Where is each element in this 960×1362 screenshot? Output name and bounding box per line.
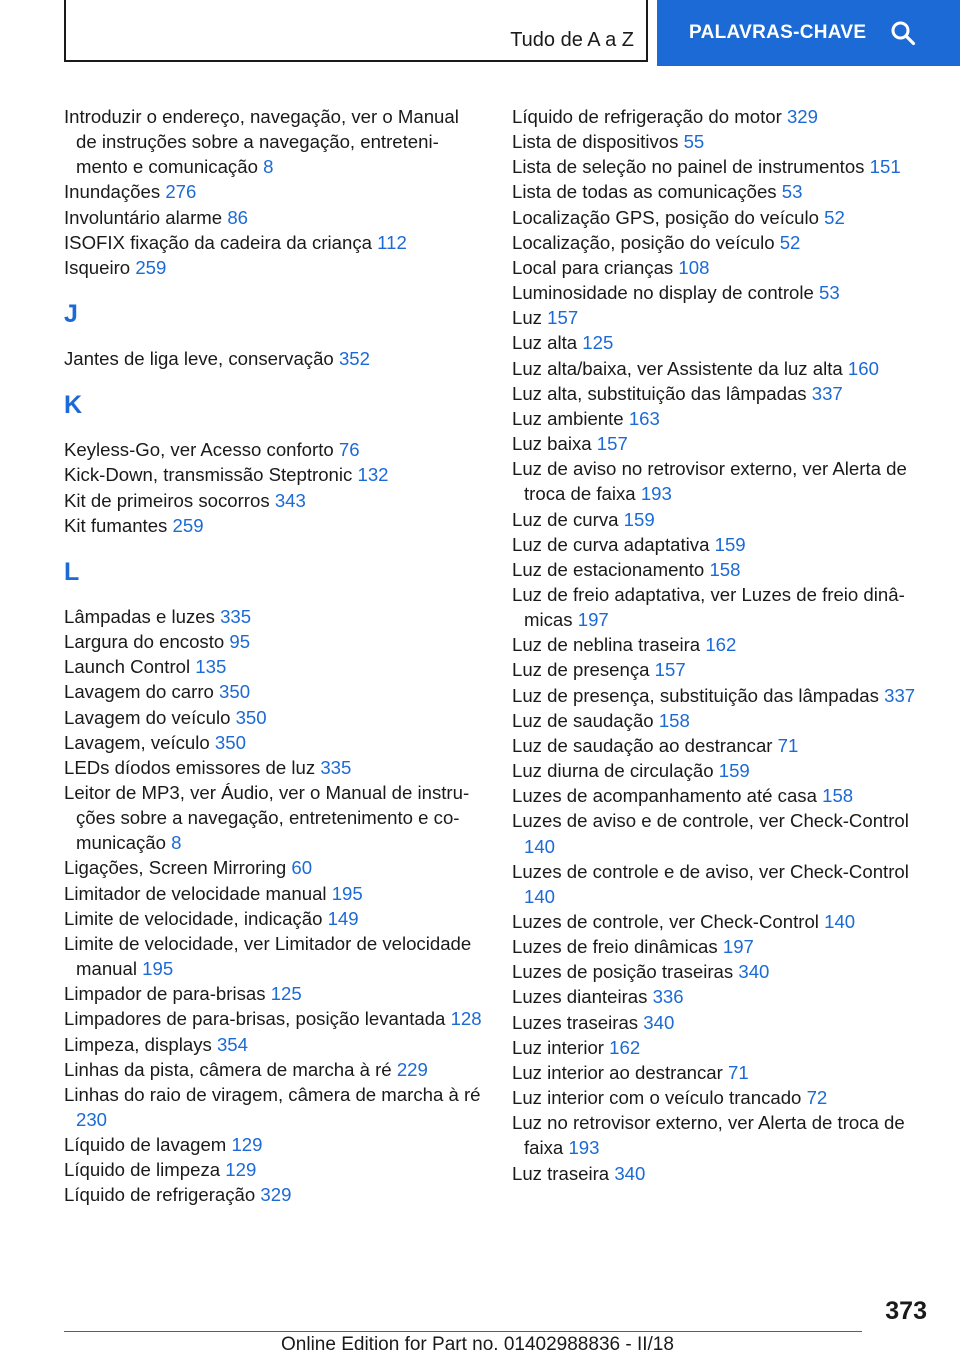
page-reference-link[interactable]: 129 bbox=[231, 1134, 263, 1156]
index-entry-text: Líquido de limpeza bbox=[64, 1159, 221, 1181]
index-entry-text: Lista de todas as comunicações bbox=[512, 181, 777, 203]
page-reference-link[interactable]: 8 bbox=[263, 156, 274, 178]
index-entry-text: Limpador de para-brisas bbox=[64, 983, 266, 1005]
index-entry bbox=[64, 437, 484, 462]
index-entry-text: Limitador de velocidade manual bbox=[64, 882, 327, 904]
index-entry-text: Luz traseira bbox=[512, 1162, 610, 1184]
index-entry bbox=[64, 604, 484, 629]
index-entry-text: Luz alta, substituição das lâmpadas bbox=[512, 382, 807, 404]
index-entry bbox=[64, 104, 484, 179]
index-entry-text: Introduzir o endereço, navegação, ver o Manual de instruções sobre a navegação, entretenimento e comunicação bbox=[64, 106, 459, 178]
page-reference-link[interactable]: 276 bbox=[165, 181, 197, 203]
page-reference-link[interactable]: 135 bbox=[195, 656, 227, 678]
index-entry bbox=[512, 1085, 932, 1110]
page-reference-link[interactable]: 72 bbox=[806, 1087, 828, 1109]
page-reference-link[interactable]: 157 bbox=[547, 307, 579, 329]
page-reference-link[interactable]: 340 bbox=[614, 1162, 646, 1184]
index-entry-text: Luzes de posição traseiras bbox=[512, 961, 734, 983]
index-entry bbox=[64, 629, 484, 654]
index-entry-text: Linhas do raio de viragem, câmera de marcha à ré bbox=[64, 1083, 481, 1105]
index-entry bbox=[512, 909, 932, 934]
index-entry-text: Luz de saudação bbox=[512, 709, 654, 731]
index-entry-text: Líquido de refrigeração do motor bbox=[512, 106, 782, 127]
index-entry-text: Luz de presença bbox=[512, 659, 650, 681]
page-reference-link[interactable]: 108 bbox=[678, 256, 710, 278]
index-entry bbox=[512, 733, 932, 758]
index-entry-text: Lista de seleção no painel de instrumentos bbox=[512, 156, 865, 178]
page-reference-link[interactable]: 140 bbox=[524, 885, 556, 907]
page-reference-link[interactable]: 352 bbox=[338, 348, 370, 370]
index-entry bbox=[512, 230, 932, 255]
page-reference-link[interactable]: 229 bbox=[396, 1058, 428, 1080]
index-entry-text: Luzes de controle e de aviso, ver Check-Control bbox=[512, 860, 909, 882]
index-entry bbox=[512, 657, 932, 682]
index-entry bbox=[512, 683, 932, 708]
index-entry-text: Keyless-Go, ver Acesso conforto bbox=[64, 439, 334, 461]
index-entry bbox=[64, 654, 484, 679]
index-entry bbox=[512, 758, 932, 783]
index-column-right bbox=[512, 104, 932, 1186]
index-entry bbox=[64, 931, 484, 981]
index-entry bbox=[64, 981, 484, 1006]
page-reference-link[interactable]: 76 bbox=[338, 439, 360, 461]
page-reference-link[interactable]: 163 bbox=[628, 407, 660, 429]
index-entry-text: Launch Control bbox=[64, 656, 191, 678]
footer-edition-text: Online Edition for Part no. 01402988836 - II/18 bbox=[281, 1334, 674, 1355]
index-entry bbox=[64, 1182, 484, 1207]
index-entry-text: Limpeza, displays bbox=[64, 1033, 212, 1055]
index-entry-text: Luminosidade no display de controle bbox=[512, 282, 814, 304]
index-entry-text: Luz bbox=[512, 307, 542, 329]
page-reference-link[interactable]: 335 bbox=[220, 605, 252, 627]
index-entry-text: Kick-Down, transmissão Steptronic bbox=[64, 464, 353, 486]
index-column-left bbox=[64, 104, 484, 1208]
index-entry bbox=[64, 1006, 484, 1031]
index-entry bbox=[64, 881, 484, 906]
index-entry-text: Líquido de refrigeração bbox=[64, 1184, 256, 1206]
index-entry bbox=[64, 1032, 484, 1057]
index-entry-text: Luz interior com o veículo trancado bbox=[512, 1087, 802, 1109]
index-entry-text: Limite de velocidade, indicação bbox=[64, 907, 323, 929]
index-entry-text: Luz de curva adaptativa bbox=[512, 533, 710, 555]
index-entry bbox=[64, 755, 484, 780]
index-entry bbox=[64, 1132, 484, 1157]
index-entry bbox=[512, 984, 932, 1009]
page-reference-link[interactable]: 329 bbox=[260, 1184, 292, 1206]
keyword-search-button[interactable] bbox=[657, 0, 960, 66]
index-entry bbox=[512, 1161, 932, 1186]
index-entry-text: Luz no retrovisor externo, ver Alerta de troca de faixa bbox=[512, 1112, 905, 1159]
index-entry-text: Ligações, Screen Mirroring bbox=[64, 857, 287, 879]
index-entry bbox=[512, 959, 932, 984]
index-entry bbox=[512, 305, 932, 330]
index-entry-text: Luz de presença, substituição das lâmpadas bbox=[512, 684, 879, 706]
page-reference-link[interactable]: 195 bbox=[331, 882, 363, 904]
index-entry bbox=[512, 808, 932, 858]
index-entry-text: Luz de saudação ao destrancar bbox=[512, 734, 773, 756]
index-entry bbox=[512, 783, 932, 808]
page-reference-link[interactable]: 8 bbox=[171, 832, 182, 854]
page-reference-link[interactable]: 354 bbox=[216, 1033, 248, 1055]
page-reference-link[interactable]: 86 bbox=[227, 206, 248, 228]
index-entry-text: Luz de neblina traseira bbox=[512, 634, 701, 656]
index-entry-text: Inundações bbox=[64, 181, 161, 203]
page-reference-link[interactable]: 128 bbox=[450, 1008, 482, 1030]
index-entry-text: Luzes traseiras bbox=[512, 1011, 639, 1033]
index-entry bbox=[64, 346, 484, 371]
index-entry-text: Luz de estacionamento bbox=[512, 558, 705, 580]
page-reference-link[interactable]: 337 bbox=[811, 382, 843, 404]
page-reference-link[interactable]: 159 bbox=[714, 533, 746, 555]
letter-heading: L bbox=[64, 557, 80, 586]
index-entry-text: Lâmpadas e luzes bbox=[64, 605, 215, 627]
index-entry-text: Local para crianças bbox=[512, 256, 674, 278]
index-entry bbox=[512, 708, 932, 733]
index-entry-text: Localização GPS, posição do veículo bbox=[512, 206, 819, 228]
index-entry-text: Luzes de aviso e de controle, ver Check-Control bbox=[512, 810, 909, 832]
page-reference-link[interactable]: 140 bbox=[824, 911, 856, 932]
index-entry bbox=[64, 513, 484, 538]
index-entry bbox=[512, 154, 932, 179]
page-reference-link[interactable]: 162 bbox=[609, 1036, 641, 1058]
index-entry-text: Jantes de liga leve, conservação bbox=[64, 348, 334, 370]
page-reference-link[interactable]: 157 bbox=[596, 433, 628, 455]
index-entry bbox=[512, 255, 932, 280]
index-entry bbox=[512, 179, 932, 204]
index-entry-text: Largura do encosto bbox=[64, 631, 225, 653]
page-number: 373 bbox=[885, 1297, 927, 1325]
page-reference-link[interactable]: 60 bbox=[291, 857, 313, 879]
index-entry bbox=[64, 855, 484, 880]
index-entry bbox=[64, 205, 484, 230]
page-reference-link[interactable]: 125 bbox=[270, 983, 302, 1005]
index-entry bbox=[512, 205, 932, 230]
page-reference-link[interactable]: 160 bbox=[847, 357, 879, 379]
page-reference-link[interactable]: 151 bbox=[869, 156, 901, 178]
page-reference-link[interactable]: 340 bbox=[738, 961, 770, 983]
index-entry bbox=[64, 705, 484, 730]
index-entry-text: Isqueiro bbox=[64, 256, 131, 278]
page-reference-link[interactable]: 125 bbox=[582, 332, 614, 354]
page-reference-link[interactable]: 193 bbox=[640, 483, 672, 505]
index-entry bbox=[512, 381, 932, 406]
page-reference-link[interactable]: 350 bbox=[214, 731, 246, 753]
index-entry-text: Luzes de controle, ver Check-Control bbox=[512, 911, 819, 932]
index-entry-text: Luzes de freio dinâmicas bbox=[512, 936, 718, 958]
index-entry-text: Involuntário alarme bbox=[64, 206, 223, 228]
page-reference-link[interactable]: 157 bbox=[654, 659, 686, 681]
index-entry bbox=[512, 859, 932, 909]
index-entry-text: Lista de dispositivos bbox=[512, 131, 679, 153]
index-entry-text: Leitor de MP3, ver Áudio, ver o Manual de instruções sobre a navegação, entretenimento e comunicação bbox=[64, 781, 470, 854]
index-entry bbox=[512, 356, 932, 381]
page-reference-link[interactable]: 149 bbox=[327, 907, 359, 929]
index-entry bbox=[64, 230, 484, 255]
footer-edition bbox=[281, 1334, 674, 1356]
index-entry bbox=[512, 1010, 932, 1035]
index-entry bbox=[512, 104, 932, 129]
page-reference-link[interactable]: 71 bbox=[777, 734, 799, 756]
index-entry bbox=[64, 780, 484, 855]
index-entry-text: Luz de aviso no retrovisor externo, ver Alerta de troca de faixa bbox=[512, 458, 907, 505]
page-reference-link[interactable]: 158 bbox=[822, 785, 854, 807]
index-entry-text: Linhas da pista, câmera de marcha à ré bbox=[64, 1058, 392, 1080]
page-reference-link[interactable]: 132 bbox=[357, 464, 389, 486]
page-reference-link[interactable]: 197 bbox=[577, 609, 609, 631]
index-entry-text: Limite de velocidade, ver Limitador de velocidade manual bbox=[64, 932, 472, 980]
page-reference-link[interactable]: 335 bbox=[320, 756, 352, 778]
index-entry-text: LEDs díodos emissores de luz bbox=[64, 756, 316, 778]
page-reference-link[interactable]: 52 bbox=[824, 206, 845, 228]
index-entry-text: Lavagem do veículo bbox=[64, 706, 231, 728]
page-reference-link[interactable]: 259 bbox=[135, 256, 167, 278]
index-entry bbox=[64, 488, 484, 513]
page-reference-link[interactable]: 195 bbox=[142, 958, 174, 980]
page-reference-link[interactable]: 230 bbox=[76, 1109, 108, 1130]
page-reference-link[interactable]: 197 bbox=[722, 936, 754, 958]
page-reference-link[interactable]: 71 bbox=[728, 1061, 749, 1083]
index-entry-text: Localização, posição do veículo bbox=[512, 231, 775, 253]
index-entry bbox=[64, 255, 484, 280]
page-reference-link[interactable]: 95 bbox=[229, 631, 251, 653]
page-reference-link[interactable]: 158 bbox=[658, 709, 690, 731]
index-entry bbox=[64, 1057, 484, 1082]
index-entry-text: Kit de primeiros socorros bbox=[64, 489, 270, 511]
index-entry bbox=[512, 1110, 932, 1160]
index-entry bbox=[64, 1157, 484, 1182]
page-reference-link[interactable]: 52 bbox=[779, 231, 801, 253]
page-reference-link[interactable]: 159 bbox=[623, 508, 655, 530]
page-reference-link[interactable]: 336 bbox=[652, 986, 684, 1008]
letter-heading: K bbox=[64, 391, 83, 420]
index-entry-text: Kit fumantes bbox=[64, 514, 168, 536]
header-title-box[interactable] bbox=[64, 0, 648, 62]
index-entry-text: Limpadores de para-brisas, posição levantada bbox=[64, 1008, 446, 1030]
index-entry bbox=[512, 507, 932, 532]
page-reference-link[interactable]: 129 bbox=[225, 1159, 257, 1181]
index-entry bbox=[512, 129, 932, 154]
page-reference-link[interactable]: 112 bbox=[377, 231, 407, 253]
index-entry bbox=[512, 632, 932, 657]
page-reference-link[interactable]: 159 bbox=[718, 760, 750, 782]
page-reference-link[interactable]: 193 bbox=[568, 1137, 600, 1159]
letter-heading: J bbox=[64, 300, 78, 329]
index-entry bbox=[512, 456, 932, 506]
keyword-button-label: PALAVRAS-CHAVE bbox=[689, 22, 867, 43]
index-entry bbox=[64, 679, 484, 704]
page-reference-link[interactable]: 350 bbox=[219, 681, 251, 703]
index-entry-text: Luzes de acompanhamento até casa bbox=[512, 785, 817, 807]
index-entry-text: Luz de curva bbox=[512, 508, 619, 530]
index-entry bbox=[64, 730, 484, 755]
index-entry bbox=[64, 906, 484, 931]
index-entry bbox=[512, 532, 932, 557]
index-entry bbox=[512, 934, 932, 959]
index-entry bbox=[64, 179, 484, 204]
page-reference-link[interactable]: 350 bbox=[235, 706, 267, 728]
search-icon bbox=[890, 20, 916, 46]
index-entry bbox=[512, 557, 932, 582]
index-entry bbox=[64, 462, 484, 487]
index-entry-text: Luzes dianteiras bbox=[512, 986, 648, 1008]
index-entry bbox=[512, 280, 932, 305]
page-reference-link[interactable]: 53 bbox=[781, 181, 803, 203]
index-entry bbox=[512, 1035, 932, 1060]
index-entry bbox=[512, 582, 932, 632]
index-entry-text: ISOFIX fixação da cadeira da criança bbox=[64, 231, 372, 253]
index-entry-text: Luz interior bbox=[512, 1036, 604, 1058]
page-reference-link[interactable]: 162 bbox=[705, 634, 737, 656]
index-entry bbox=[512, 406, 932, 431]
footer-rule bbox=[64, 1331, 862, 1332]
page-reference-link[interactable]: 329 bbox=[786, 106, 818, 127]
index-entry-text: Luz ambiente bbox=[512, 407, 624, 429]
index-entry bbox=[512, 431, 932, 456]
index-entry-text: Luz interior ao destrancar bbox=[512, 1061, 723, 1083]
index-entry-text: Luz diurna de circulação bbox=[512, 760, 714, 782]
page-reference-link[interactable]: 158 bbox=[709, 558, 741, 580]
page-reference-link[interactable]: 340 bbox=[643, 1011, 675, 1033]
index-entry-text: Luz baixa bbox=[512, 433, 592, 455]
page-reference-link[interactable]: 140 bbox=[524, 835, 556, 857]
index-entry bbox=[64, 1082, 484, 1132]
page-reference-link[interactable]: 55 bbox=[683, 131, 705, 153]
page-reference-link[interactable]: 337 bbox=[884, 684, 916, 706]
page-reference-link[interactable]: 343 bbox=[274, 489, 306, 511]
index-entry-text: Lavagem do carro bbox=[64, 681, 214, 703]
index-entry-text: Lavagem, veículo bbox=[64, 731, 210, 753]
index-entry-text: Luz alta/baixa, ver Assistente da luz alta bbox=[512, 357, 843, 379]
index-entry-text: Luz alta bbox=[512, 332, 578, 354]
index-entry-text: Líquido de lavagem bbox=[64, 1134, 227, 1156]
page-reference-link[interactable]: 259 bbox=[172, 514, 204, 536]
index-entry bbox=[512, 1060, 932, 1085]
header-title[interactable]: Tudo de A a Z bbox=[510, 29, 634, 51]
index-entry bbox=[512, 330, 932, 355]
index-entry-text: Luz de freio adaptativa, ver Luzes de freio dinâmicas bbox=[512, 583, 905, 631]
page-reference-link[interactable]: 53 bbox=[819, 282, 840, 304]
